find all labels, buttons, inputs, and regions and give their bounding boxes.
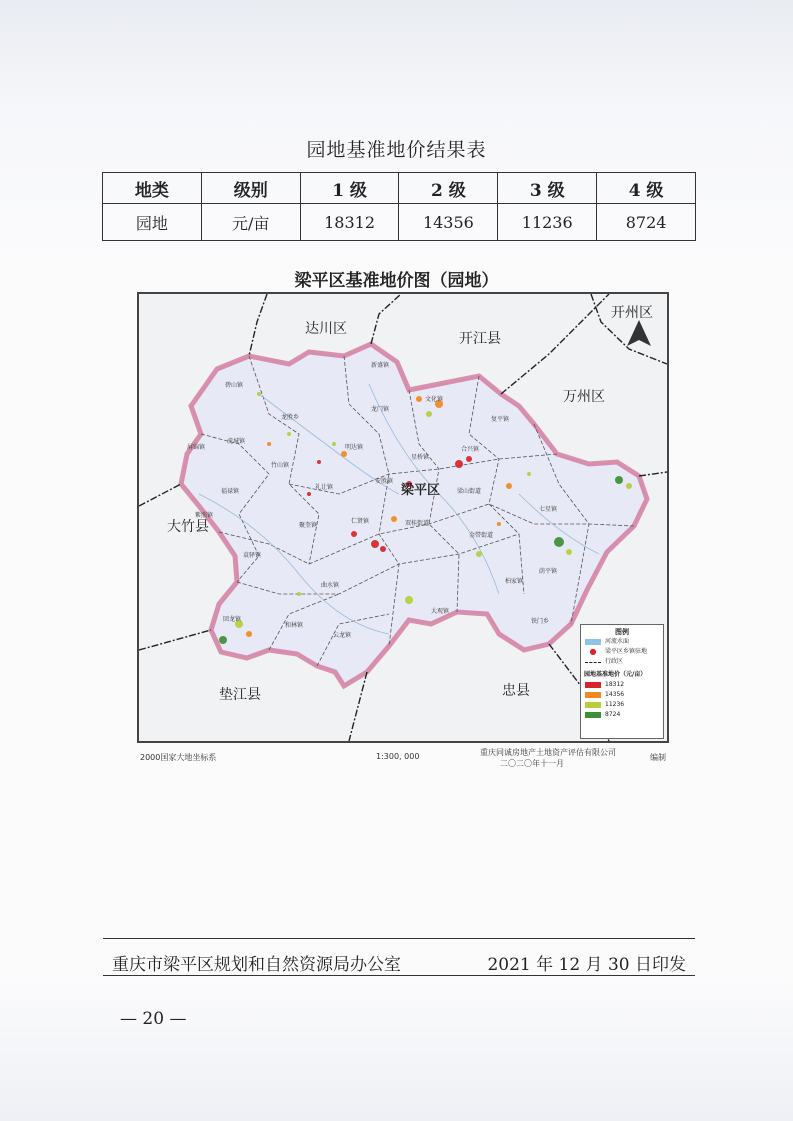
header-land-type: 地类 xyxy=(103,173,202,204)
town-label: 金带街道 xyxy=(469,532,494,539)
map-legend xyxy=(580,624,664,739)
price-swatch xyxy=(585,712,601,718)
footer-top-rule xyxy=(103,938,695,939)
label-wanzhou: 万州区 xyxy=(563,389,605,405)
town-label: 龙门镇 xyxy=(371,406,390,413)
legend-price-item: 18312 xyxy=(581,680,663,690)
town-label: 仁贤镇 xyxy=(351,518,370,525)
town-label: 云龙镇 xyxy=(333,632,352,639)
town-label: 袁驿镇 xyxy=(243,552,262,559)
town-label: 柏家镇 xyxy=(505,578,524,585)
boundary-line-icon xyxy=(585,662,601,663)
town-label: 星桥镇 xyxy=(411,454,430,461)
header-level-2: 2 级 xyxy=(399,173,498,204)
legend-price-title: 园地基准地价（元/亩） xyxy=(584,671,647,678)
map-compiler: 重庆同诚房地产土地资产评估有限公司 xyxy=(480,748,616,757)
town-label: 龙胜乡 xyxy=(281,414,300,421)
issue-date: 2021 年 12 月 30 日印发 xyxy=(487,955,686,975)
town-label: 礼让镇 xyxy=(315,484,334,491)
coordinate-system: 2000国家大地坐标系 xyxy=(140,753,217,762)
header-grade: 级别 xyxy=(201,173,300,204)
town-label: 大观镇 xyxy=(431,608,450,615)
cell-level-2-price: 14356 xyxy=(399,204,498,241)
town-label: 竹山镇 xyxy=(271,462,290,469)
town-label: 文化镇 xyxy=(425,396,444,403)
header-level-1: 1 级 xyxy=(300,173,399,204)
town-label: 聚奎镇 xyxy=(299,522,318,529)
town-label: 曲水镇 xyxy=(321,582,340,589)
town-label: 双桂街道 xyxy=(405,520,430,527)
town-label: 荫平镇 xyxy=(539,568,558,575)
footer-bottom-rule xyxy=(103,975,695,976)
page-number: — 20 — xyxy=(120,1009,187,1029)
map-date: 二〇二〇年十一月 xyxy=(500,759,564,768)
map-title: 梁平区基准地价图（园地） xyxy=(294,271,499,291)
label-zhongxian: 忠县 xyxy=(502,683,530,699)
map-scale: 1:300, 000 xyxy=(376,752,420,761)
town-label: 复平镇 xyxy=(491,416,510,423)
town-label: 明达镇 xyxy=(345,444,364,451)
issuer: 重庆市梁平区规划和自然资源局办公室 xyxy=(112,955,401,975)
town-label: 铁门乡 xyxy=(531,618,550,625)
cell-level-4-price: 8724 xyxy=(597,204,696,241)
header-level-4: 4 级 xyxy=(597,173,696,204)
town-label: 合兴镇 xyxy=(461,446,480,453)
label-kaijiang: 开江县 xyxy=(459,331,501,347)
price-swatch xyxy=(585,702,601,708)
legend-price-item: 14356 xyxy=(581,690,663,700)
town-label: 虎城镇 xyxy=(227,438,246,445)
price-swatch xyxy=(585,682,601,688)
legend-title: 图例 xyxy=(615,628,629,636)
legend-item: ● 梁平区乡镇驻地 xyxy=(581,647,663,657)
town-label: 安胜镇 xyxy=(375,478,394,485)
cell-unit: 元/亩 xyxy=(201,204,300,241)
land-price-table xyxy=(102,172,696,241)
table-row xyxy=(103,204,696,241)
legend-item: 河流水面 xyxy=(581,637,663,647)
town-seat-icon: ● xyxy=(589,647,597,656)
legend-price-item: 11236 xyxy=(581,700,663,710)
table-title: 园地基准地价结果表 xyxy=(306,139,487,161)
label-kaizhou: 开州区 xyxy=(611,305,653,321)
price-map xyxy=(137,292,669,743)
header-level-3: 3 级 xyxy=(498,173,597,204)
label-dazhu: 大竹县 xyxy=(167,519,209,535)
legend-price-item: 8724 xyxy=(581,710,663,720)
town-label: 福禄镇 xyxy=(221,488,240,495)
town-label: 碧山镇 xyxy=(225,382,244,389)
town-label: 回龙镇 xyxy=(223,616,242,623)
water-swatch xyxy=(585,639,601,645)
cell-level-1-price: 18312 xyxy=(300,204,399,241)
price-swatch xyxy=(585,692,601,698)
town-label: 紫照镇 xyxy=(195,512,214,519)
label-dianjiang: 垫江县 xyxy=(219,687,261,703)
footer-line xyxy=(112,950,686,975)
cell-land-type: 园地 xyxy=(103,204,202,241)
legend-item: 行政区 xyxy=(581,657,663,667)
label-dachuan: 达川区 xyxy=(305,321,347,337)
town-label: 和林镇 xyxy=(285,622,304,629)
cell-level-3-price: 11236 xyxy=(498,204,597,241)
town-label: 梁山街道 xyxy=(457,488,482,495)
town-label: 屏锦镇 xyxy=(187,444,206,451)
table-header-row xyxy=(103,173,696,204)
town-label: 七星镇 xyxy=(539,506,558,513)
label-liangping: 梁平区 xyxy=(401,483,441,498)
map-edit-note: 编制 xyxy=(650,753,666,762)
town-label: 新盛镇 xyxy=(371,362,390,369)
